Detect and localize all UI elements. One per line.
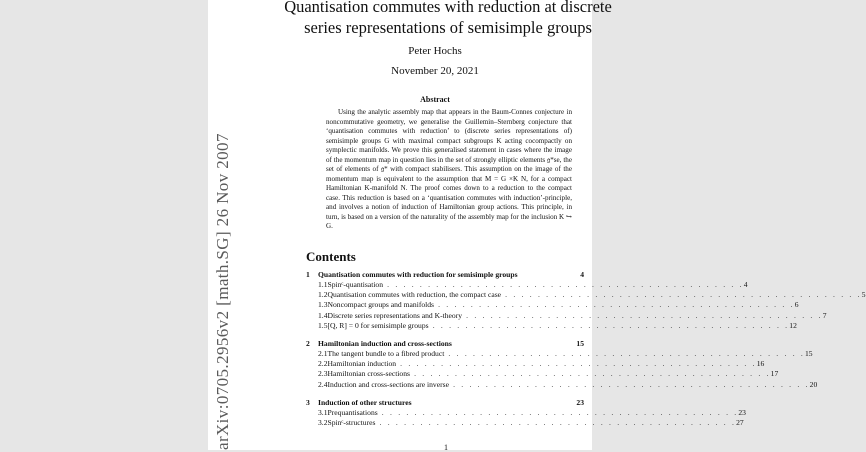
toc-subsection-1-3[interactable]: [306, 300, 799, 310]
paper-title: [268, 0, 628, 38]
toc-subsection-number: 3.2: [318, 417, 328, 427]
toc-subsection-title-wrap: [328, 359, 757, 369]
toc-subsection-page: 23: [738, 407, 746, 417]
toc-subsection-title: Prequantisations: [327, 407, 378, 417]
toc-subsection-title-wrap: [328, 408, 739, 418]
toc-subsection-title: Quantisation commutes with reduction, the compact case: [327, 290, 502, 300]
toc-subsection-title-wrap: [328, 300, 795, 310]
toc-subsection-page: 5: [861, 290, 866, 300]
toc-subsection-title-wrap: [328, 418, 737, 428]
toc-subsection-number: 2.2: [318, 359, 328, 369]
contents-heading: Contents: [306, 249, 356, 264]
toc-subsection-1-2[interactable]: [306, 290, 866, 300]
page-number: 1: [444, 443, 448, 452]
toc-subsection-2-3[interactable]: [306, 369, 779, 379]
toc-subsection-number: 1.2: [318, 290, 328, 300]
toc-subsection-number: 3.1: [318, 407, 328, 417]
toc-section-number: 3: [306, 397, 310, 407]
toc-subsection-page: 20: [809, 379, 818, 389]
toc-leader-dots: . . . . . . . . . . . . . . . . . . . . . . . . . . . . . . . . . . . . . . . . . . . .: [396, 359, 757, 369]
toc-subsection-page: 16: [756, 359, 765, 369]
author: Peter Hochs: [408, 45, 462, 57]
toc-subsection-title: Induction and cross-sections are inverse: [327, 379, 449, 389]
toc-subsection-number: 2.4: [318, 379, 328, 389]
toc-section-title: Quantisation commutes with reduction for semisimple groups: [318, 270, 518, 279]
toc-leader-dots: . . . . . . . . . . . . . . . . . . . . . . . . . . . . . . . . . . . . . . . . . . . .: [383, 280, 744, 289]
toc-subsection-2-4[interactable]: [306, 379, 818, 390]
toc-subsection-title-wrap: [328, 290, 862, 300]
toc-section-3[interactable]: [306, 398, 584, 408]
toc-subsection-3-2[interactable]: [306, 417, 744, 428]
toc-section-page: 15: [576, 338, 584, 348]
toc-subsection-title: Discrete series representations and K-theory: [327, 310, 463, 320]
toc-subsection-title: The tangent bundle to a fibred product: [327, 348, 445, 358]
toc-subsection-title-wrap: [328, 321, 790, 331]
toc-subsection-title: Hamiltonian induction: [327, 359, 397, 369]
toc-leader-dots: . . . . . . . . . . . . . . . . . . . . . . . . . . . . . . . . . . . . . . . . . . . .: [377, 407, 739, 417]
title-line-2: series representations of semisimple groups: [304, 18, 592, 37]
toc-section-2[interactable]: [306, 339, 584, 349]
toc-leader-dots: . . . . . . . . . . . . . . . . . . . . . . . . . . . . . . . . . . . . . . . . . . . .: [434, 300, 795, 310]
toc-subsection-number: 1.4: [318, 310, 328, 320]
toc-section-page: 23: [576, 397, 584, 407]
toc-subsection-title: Spinᶜ-quantisation: [327, 280, 384, 289]
toc-section-number: 1: [306, 270, 310, 279]
toc-section-1[interactable]: [306, 270, 584, 280]
toc-subsection-title: [Q, R] = 0 for semisimple groups: [327, 320, 429, 330]
toc-subsection-title-wrap: [328, 380, 810, 390]
toc-subsection-page: 7: [822, 310, 827, 320]
date: November 20, 2021: [391, 65, 479, 77]
toc-subsection-title-wrap: [328, 369, 771, 379]
toc-subsection-page: 4: [743, 280, 748, 289]
toc-subsection-page: 15: [805, 348, 813, 358]
table-of-contents: [306, 270, 866, 428]
toc-subsection-number: 2.3: [318, 369, 328, 379]
toc-section-title: Hamiltonian induction and cross-sections: [318, 338, 452, 348]
toc-leader-dots: . . . . . . . . . . . . . . . . . . . . . . . . . . . . . . . . . . . . . . . . . . . .: [462, 310, 823, 320]
toc-leader-dots: . . . . . . . . . . . . . . . . . . . . . . . . . . . . . . . . . . . . . . . . . . . .: [375, 417, 737, 427]
toc-leader-dots: . . . . . . . . . . . . . . . . . . . . . . . . . . . . . . . . . . . . . . . . . . . .: [444, 348, 805, 358]
toc-subsection-number: 1.3: [318, 300, 328, 310]
toc-subsection-title: Hamiltonian cross-sections: [327, 369, 410, 379]
abstract-heading: Abstract: [420, 95, 450, 104]
toc-subsection-title-wrap: [328, 311, 823, 321]
abstract-text: Using the analytic assembly map that appears in the Baum-Connes conjecture in noncommutative geometry, we generalise the Guillemin–Sternberg conjecture that ‘quantisation commutes with reduction’ to (discrete series representations of) semisimple groups G with maximal compact subgroups K acting cocompactly on symplectic manifolds. We prove this generalised statement in cases where the image of the momentum map in question lies in the set of strongly elliptic elements 𝔤*se, the set of elements of 𝔤* with compact stabilisers. This assumption on the image of the momentum map is equivalent to the assumption that M = G ×K N, for a compact Hamiltonian K-manifold N. The proof comes down to a reduction to the compact case. This reduction is based on a ‘quantisation commutes with induction’-principle, and involves a notion of induction of Hamiltonian group actions. This principle, in turn, is based on a version of the naturality of the assembly map for the inclusion K ↪ G.: [326, 108, 572, 230]
paper-page: [208, 0, 866, 452]
toc-leader-dots: . . . . . . . . . . . . . . . . . . . . . . . . . . . . . . . . . . . . . . . . . . . .: [501, 290, 862, 300]
title-line-1: Quantisation commutes with reduction at discrete: [284, 0, 612, 16]
toc-subsection-title-wrap: [328, 349, 806, 359]
toc-section-number: 2: [306, 338, 310, 348]
toc-section-page: 4: [580, 270, 584, 279]
toc-subsection-3-1[interactable]: [306, 407, 746, 418]
toc-subsection-2-2[interactable]: [306, 359, 765, 369]
toc-subsection-title: Spinᶜ-structures: [327, 417, 376, 427]
toc-subsection-number: 1.5: [318, 320, 328, 330]
toc-section-title: Induction of other structures: [318, 397, 412, 407]
toc-leader-dots: . . . . . . . . . . . . . . . . . . . . . . . . . . . . . . . . . . . . . . . . . . . .: [428, 320, 790, 330]
toc-subsection-page: 12: [789, 320, 797, 330]
toc-subsection-page: 17: [770, 369, 779, 379]
toc-subsection-2-1[interactable]: [306, 348, 813, 359]
toc-subsection-1-5[interactable]: [306, 320, 797, 331]
toc-subsection-1-1[interactable]: [306, 280, 748, 290]
toc-subsection-number: 2.1: [318, 348, 328, 358]
toc-subsection-page: 6: [794, 300, 799, 310]
toc-subsection-title: Noncompact groups and manifolds: [327, 300, 435, 310]
arxiv-stamp: arXiv:0705.2956v2 [math.SG] 26 Nov 2007: [213, 133, 232, 450]
toc-leader-dots: . . . . . . . . . . . . . . . . . . . . . . . . . . . . . . . . . . . . . . . . . . . .: [448, 379, 810, 389]
toc-subsection-1-4[interactable]: [306, 310, 827, 321]
toc-leader-dots: . . . . . . . . . . . . . . . . . . . . . . . . . . . . . . . . . . . . . . . . . . . .: [409, 369, 771, 379]
toc-subsection-page: 27: [736, 417, 744, 427]
toc-subsection-title-wrap: [328, 280, 744, 290]
toc-subsection-number: 1.1: [318, 280, 328, 289]
